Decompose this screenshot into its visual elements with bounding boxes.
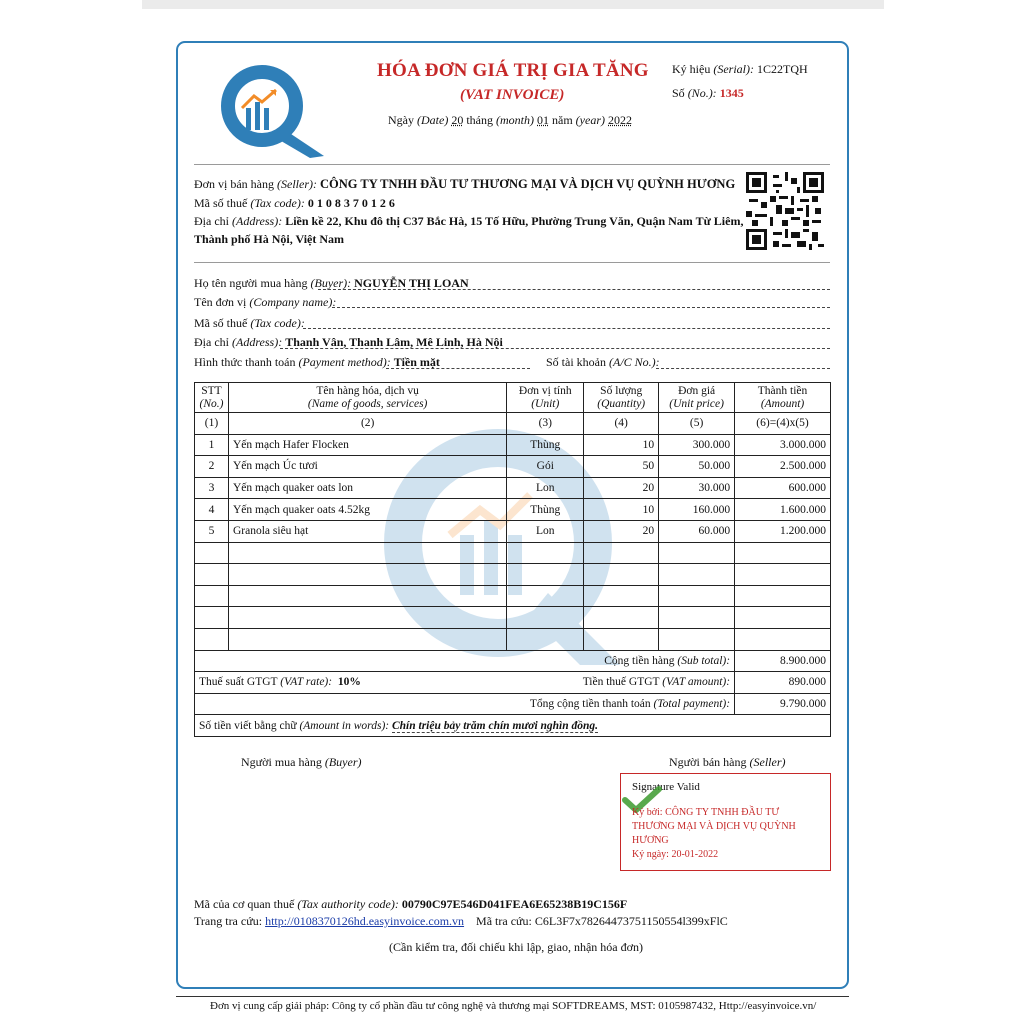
dotted-line [303, 328, 830, 329]
cell-name: Yến mạch quaker oats 4.52kg [228, 499, 506, 521]
cell-name: Yến mạch Hafer Flocken [228, 434, 506, 456]
cell-name: Granola siêu hạt [228, 520, 506, 542]
footer-provider: Đơn vị cung cấp giải pháp: Công ty cổ phần đầu tư công nghệ và thương mại SOFTDREAMS, MST: 0105987432, Http://easyinvoice.vn/ [210, 1000, 817, 1012]
qr-code-icon [746, 172, 824, 250]
vat-amount-label: Tiền thuế GTGT (VAT amount): [582, 676, 731, 689]
amount-in-words: Số tiền viết bằng chữ (Amount in words): Chín triệu bảy trăm chín mươi nghìn đồng. [195, 715, 831, 737]
items-table [194, 382, 831, 737]
cell-price: 30.000 [659, 477, 735, 499]
invoice-title: HÓA ĐƠN GIÁ TRỊ GIA TĂNG [377, 60, 649, 81]
signed-by: Ký bởi: CÔNG TY TNHH ĐẦU TƯ THƯƠNG MẠI VÀ DỊCH VỤ QUỲNH HƯƠNG [632, 807, 796, 846]
total-value: 9.790.000 [735, 693, 831, 715]
cell-qty: 20 [584, 520, 659, 542]
cell-price: 300.000 [659, 434, 735, 456]
verification-note: (Cần kiểm tra, đối chiếu khi lập, giao, nhận hóa đơn) [389, 940, 643, 954]
vat-row [195, 672, 831, 694]
cell-no: 1 [195, 434, 229, 456]
seller-signature-label: Người bán hàng (Seller) [669, 755, 786, 769]
cell-qty: 20 [584, 477, 659, 499]
lookup-info: Trang tra cứu: http://0108370126hd.easyinvoice.com.vn Mã tra cứu: C6L3F7x78264473751150554l399xFlC [194, 914, 728, 928]
empty-row [195, 585, 831, 607]
cell-unit: Lon [507, 520, 584, 542]
header-quantity: Số lượng (Quantity) [584, 383, 659, 413]
buyer-payment-method: Hình thức thanh toán (Payment method): Tiền mặt [194, 355, 440, 369]
vat-cell [195, 672, 735, 694]
signature-details [632, 806, 822, 862]
cell-price: 160.000 [659, 499, 735, 521]
cell-name: Yến mạch Úc tươi [228, 456, 506, 478]
cell-price: 60.000 [659, 520, 735, 542]
col-number: (4) [584, 413, 659, 435]
company-logo-icon [216, 62, 328, 158]
invoice-serial: Ký hiệu (Serial): 1C22TQH [672, 62, 808, 76]
invoice-number: Số (No.): 1345 [672, 86, 744, 100]
empty-row [195, 628, 831, 650]
empty-row [195, 607, 831, 629]
dotted-line [386, 368, 530, 369]
cell-no: 2 [195, 456, 229, 478]
column-number-row [195, 413, 831, 435]
buyer-company: Tên đơn vị (Company name): [194, 295, 337, 309]
total-row [195, 693, 831, 715]
empty-row [195, 564, 831, 586]
seller-address: Địa chỉ (Address): Liền kề 22, Khu đô thị C37 Bắc Hà, 15 Tố Hữu, Phường Trung Văn, Quận Nam Từ Liêm, [194, 214, 744, 228]
cell-unit: Thùng [507, 434, 584, 456]
table-row [195, 456, 831, 478]
col-number: (2) [228, 413, 506, 435]
cell-no: 4 [195, 499, 229, 521]
col-number: (6)=(4)x(5) [735, 413, 831, 435]
footer-divider [176, 996, 849, 997]
buyer-account-no: Số tài khoản (A/C No.): [546, 355, 660, 369]
cell-amount: 2.500.000 [735, 456, 831, 478]
empty-row [195, 542, 831, 564]
table-row [195, 499, 831, 521]
buyer-signature-label: Người mua hàng (Buyer) [241, 755, 362, 769]
cell-no: 3 [195, 477, 229, 499]
cell-amount: 1.600.000 [735, 499, 831, 521]
subtotal-value: 8.900.000 [735, 650, 831, 672]
dotted-line [332, 307, 830, 308]
col-number: (3) [507, 413, 584, 435]
buyer-name: Họ tên người mua hàng (Buyer): NGUYỄN THỊ LOAN [194, 276, 469, 290]
col-number: (1) [195, 413, 229, 435]
cell-amount: 600.000 [735, 477, 831, 499]
cell-qty: 50 [584, 456, 659, 478]
signed-date: Ký ngày: 20-01-2022 [632, 849, 719, 860]
total-label: Tổng cộng tiền thanh toán (Total payment): [195, 693, 735, 715]
invoice-date: Ngày (Date) 20 tháng (month) 01 năm (year) 2022 [388, 113, 632, 127]
cell-unit: Gói [507, 456, 584, 478]
dotted-line [656, 368, 830, 369]
dotted-line [280, 348, 830, 349]
col-number: (5) [659, 413, 735, 435]
cell-no: 5 [195, 520, 229, 542]
cell-qty: 10 [584, 499, 659, 521]
table-header-row [195, 383, 831, 413]
cell-amount: 3.000.000 [735, 434, 831, 456]
seller-address-line2: Thành phố Hà Nội, Việt Nam [194, 232, 345, 246]
seller-tax-code: Mã số thuế (Tax code): 0 1 0 8 3 7 0 1 2 6 [194, 196, 395, 210]
header-no: STT (No.) [195, 383, 229, 413]
subtotal-label: Cộng tiền hàng (Sub total): [195, 650, 735, 672]
header-amount: Thành tiền (Amount) [735, 383, 831, 413]
lookup-link[interactable]: http://0108370126hd.easyinvoice.com.vn [265, 914, 465, 928]
table-row [195, 477, 831, 499]
header-unit: Đơn vị tính (Unit) [507, 383, 584, 413]
cell-price: 50.000 [659, 456, 735, 478]
amount-in-words-row [195, 715, 831, 737]
signature-valid-text: Signature Valid [632, 781, 700, 793]
dotted-line [318, 289, 830, 290]
header-unit-price: Đơn giá (Unit price) [659, 383, 735, 413]
seller-name: Đơn vị bán hàng (Seller): CÔNG TY TNHH ĐẦU TƯ THƯƠNG MẠI VÀ DỊCH VỤ QUỲNH HƯƠNG [194, 177, 736, 191]
table-row [195, 520, 831, 542]
cell-unit: Thùng [507, 499, 584, 521]
buyer-tax-code: Mã số thuế (Tax code): [194, 316, 305, 330]
buyer-address: Địa chỉ (Address): Thanh Vân, Thanh Lâm, Mê Linh, Hà Nội [194, 335, 503, 349]
subtotal-row [195, 650, 831, 672]
table-row [195, 434, 831, 456]
header-name: Tên hàng hóa, dịch vụ (Name of goods, services) [228, 383, 506, 413]
invoice-subtitle: (VAT INVOICE) [460, 87, 565, 103]
vat-rate: Thuế suất GTGT (VAT rate): 10% [199, 676, 361, 689]
top-gray-bar [142, 0, 884, 9]
cell-name: Yến mạch quaker oats lon [228, 477, 506, 499]
divider [194, 262, 830, 263]
cell-amount: 1.200.000 [735, 520, 831, 542]
vat-amount-value: 890.000 [735, 672, 831, 694]
cell-qty: 10 [584, 434, 659, 456]
cell-unit: Lon [507, 477, 584, 499]
tax-authority-code: Mã của cơ quan thuế (Tax authority code): 00790C97E546D041FEA6E65238B19C156F [194, 897, 628, 911]
divider [194, 164, 830, 165]
